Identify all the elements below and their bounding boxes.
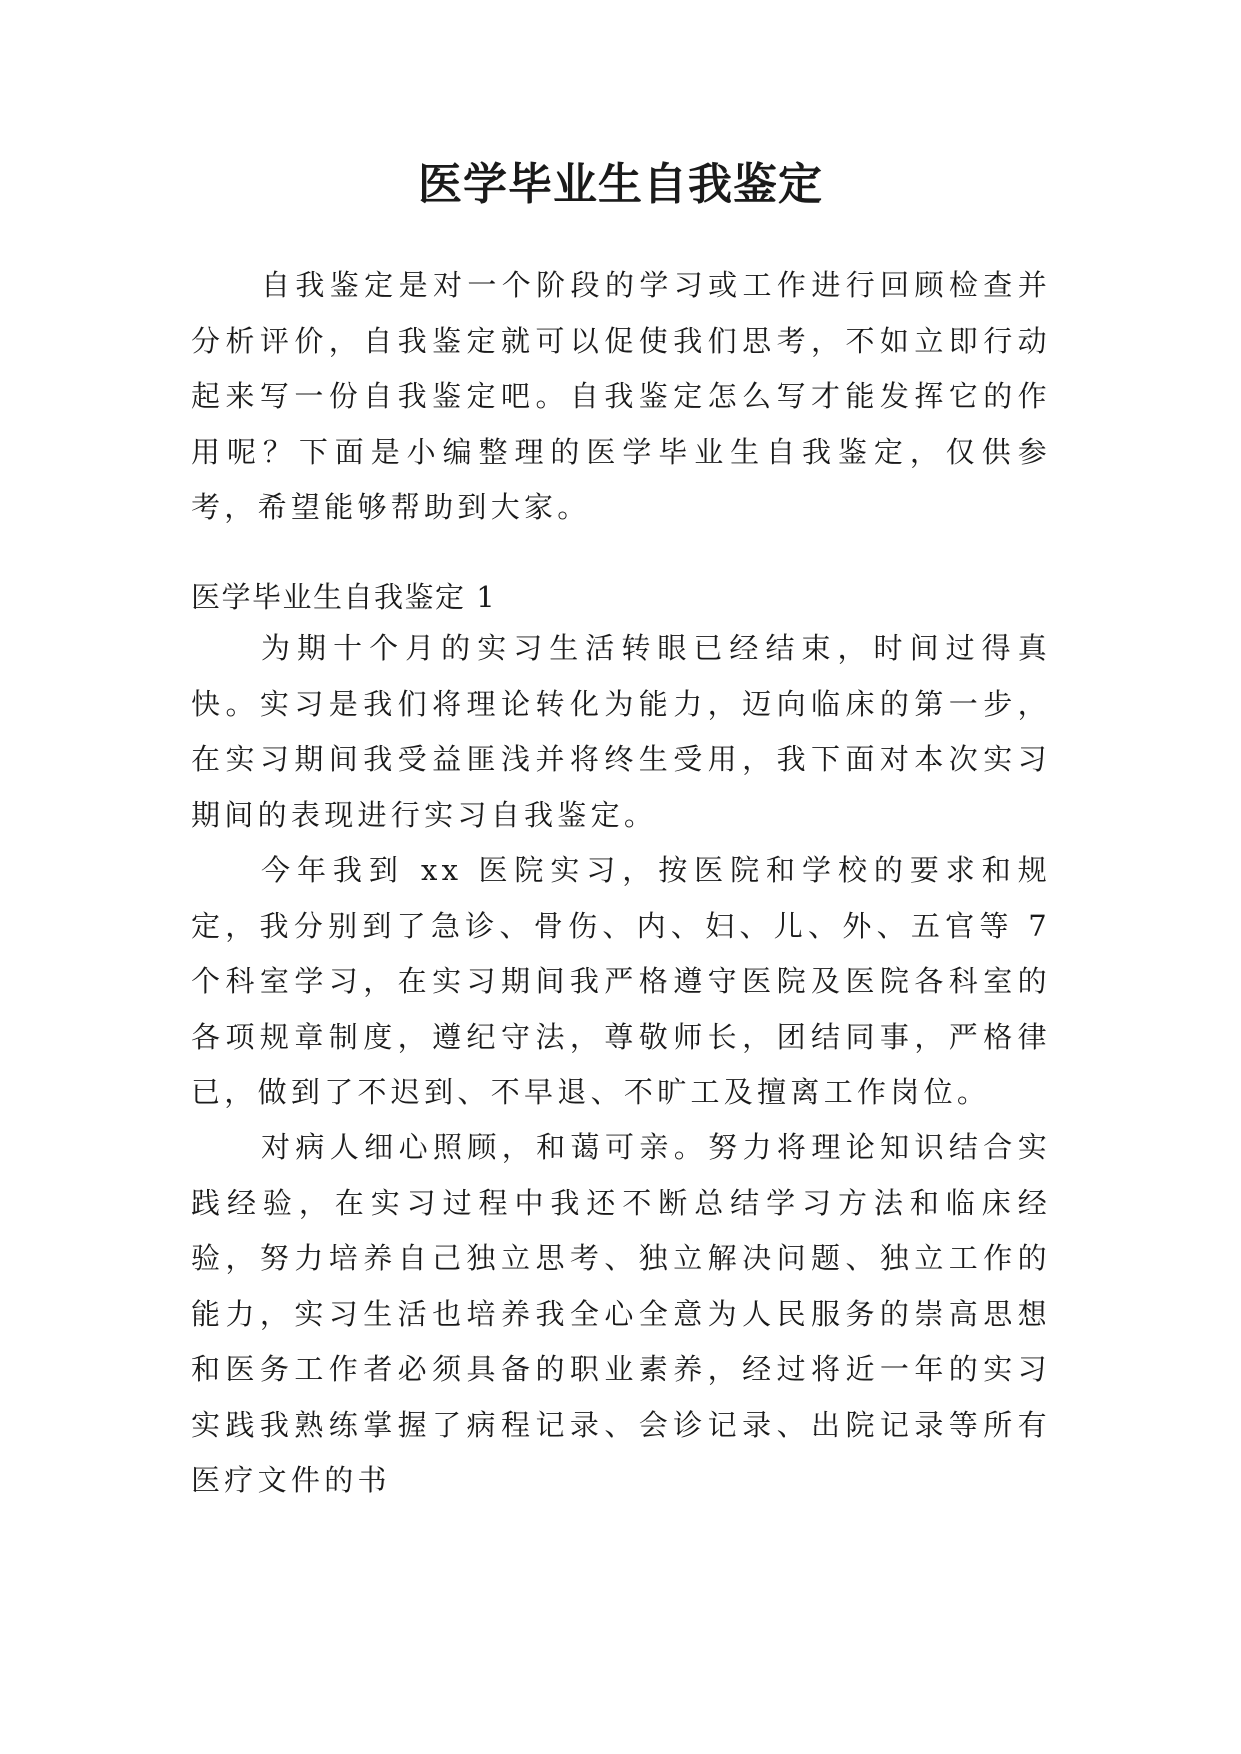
section-heading: 医学毕业生自我鉴定 1 [191,580,497,614]
body-paragraph-2: 今年我到 xx 医院实习，按医院和学校的要求和规定，我分别到了急诊、骨伤、内、妇、儿、外、五官等 7 个科室学习，在实习期间我严格遵守医院及医院各科室的各项规章制度，遵纪守法，尊敬师长，团结同事，严格律已，做到了不迟到、不早退、不旷工及擅离工作岗位。 [191,853,1051,1109]
body-paragraph-3: 对病人细心照顾，和蔼可亲。努力将理论知识结合实践经验，在实习过程中我还不断总结学习方法和临床经验，努力培养自己独立思考、独立解决问题、独立工作的能力，实习生活也培养我全心全意为人民服务的崇高思想和医务工作者必须具备的职业素养，经过将近一年的实习实践我熟练掌握了病程记录、会诊记录、出院记录等所有医疗文件的书 [191,1130,1051,1497]
document-title: 医学毕业生自我鉴定 [418,159,823,210]
body-paragraph-1: 为期十个月的实习生活转眼已经结束，时间过得真快。实习是我们将理论转化为能力，迈向临床的第一步，在实习期间我受益匪浅并将终生受用，我下面对本次实习期间的表现进行实习自我鉴定。 [191,631,1051,832]
intro-paragraph: 自我鉴定是对一个阶段的学习或工作进行回顾检查并分析评价，自我鉴定就可以促使我们思考，不如立即行动起来写一份自我鉴定吧。自我鉴定怎么写才能发挥它的作用呢？下面是小编整理的医学毕业生自我鉴定，仅供参考，希望能够帮助到大家。 [191,268,1051,524]
